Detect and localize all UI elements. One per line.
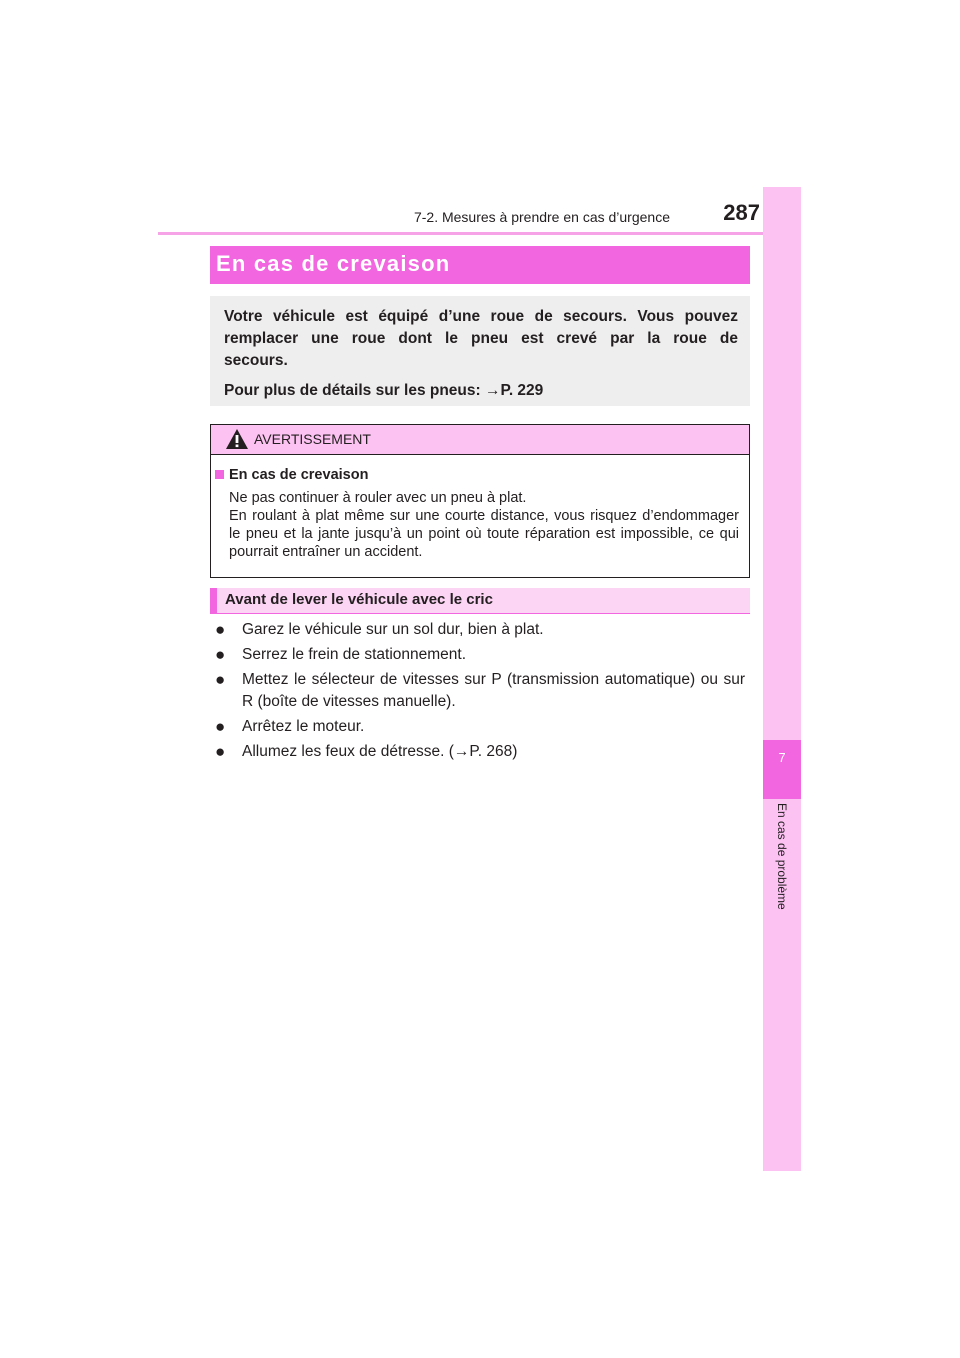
chapter-number-block — [763, 740, 801, 799]
list-item-text: Mettez le sélecteur de vitesses sur P (transmission automatique) ou sur R (boîte de vitesses manuelle). — [242, 671, 745, 710]
square-bullet-icon — [215, 470, 224, 479]
bullet-icon: ● — [215, 670, 226, 689]
warning-subtitle-text: En cas de crevaison — [229, 467, 369, 483]
bullet-icon: ● — [215, 717, 226, 736]
warning-subtitle — [215, 467, 368, 483]
warning-label: AVERTISSEMENT — [254, 431, 371, 447]
warning-line-1: Ne pas continuer à rouler avec un pneu à plat. — [229, 490, 527, 506]
warning-line-2: En roulant à plat même sur une courte distance, vous risquez d’endommager le pneu et la jante jusqu’à un point où toute réparation est impossible, ce qui pourrait entraîner un accident. — [229, 508, 739, 560]
intro-box — [210, 296, 750, 406]
subsection-accent — [210, 588, 217, 613]
list-item-text: Arrêtez le moteur. — [242, 718, 365, 735]
header-section-title: 7-2. Mesures à prendre en cas d’urgence — [413, 209, 670, 225]
list-item — [215, 619, 745, 641]
bullet-icon: ● — [215, 742, 226, 761]
list-item-text: Garez le véhicule sur un sol dur, bien à plat. — [242, 621, 544, 638]
procedure-list — [215, 619, 745, 766]
list-item-text: Serrez le frein de stationnement. — [242, 646, 467, 663]
section-title: En cas de crevaison — [216, 251, 451, 276]
list-item — [215, 669, 745, 713]
list-item — [215, 716, 745, 738]
bullet-icon: ● — [215, 645, 226, 664]
chapter-title-text: En cas de problème — [775, 803, 789, 910]
chapter-side-tab — [763, 187, 801, 1171]
subsection-title: Avant de lever le véhicule avec le cric — [225, 591, 493, 608]
list-item-text: Allumez les feux de détresse. (→P. 268) — [242, 743, 518, 760]
intro-paragraph: Votre véhicule est équipé d’une roue de secours. Vous pouvez remplacer une roue dont le pneu est crevé par la roue de secours. — [224, 308, 738, 369]
chapter-title-vertical — [768, 803, 796, 963]
warning-body — [229, 489, 739, 561]
chapter-number: 7 — [778, 750, 786, 765]
page-number: 287 — [723, 200, 760, 225]
warning-triangle-icon — [225, 428, 249, 450]
tire-details-reference: Pour plus de détails sur les pneus: →P. 229 — [224, 382, 544, 399]
list-item — [215, 741, 745, 763]
header-divider — [158, 232, 801, 235]
bullet-icon: ● — [215, 620, 226, 639]
list-item — [215, 644, 745, 666]
